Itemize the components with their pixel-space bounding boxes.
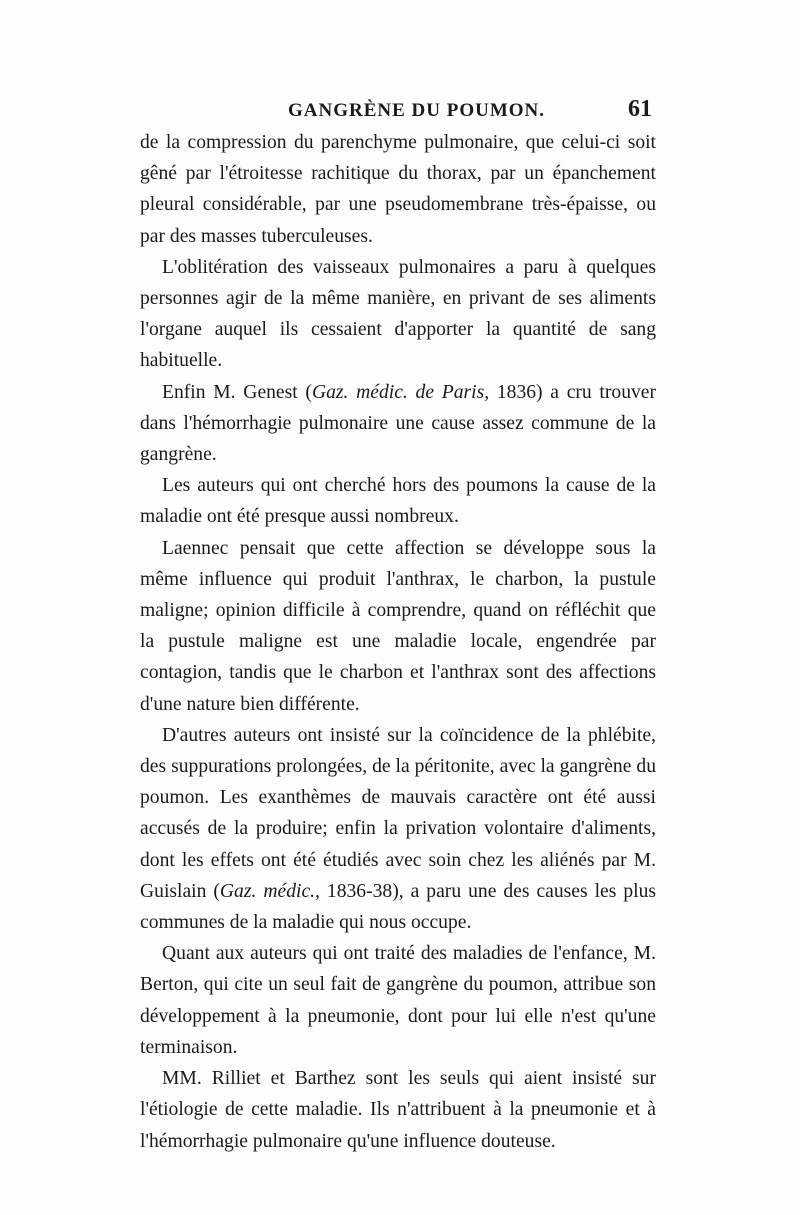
paragraph [140, 252, 656, 377]
paragraph-text: Laennec pensait que cette affection se développe sous la même influence qui produit l'anthrax, le charbon, la pustule maligne; opinion difficile à comprendre, quand on réfléchit que la pustule maligne est une maladie locale, engendrée par contagion, tandis que le charbon et l'anthrax sont des affections d'une nature bien différente. [140, 537, 656, 715]
paragraph-text: D'autres auteurs ont insisté sur la coïncidence de la phlébite, des suppurations prolongées, de la péritonite, avec la gangrène du poumon. Les exanthèmes de mauvais caractère ont été aussi accusés de la produire; enfin la privation volontaire d'aliments, dont les effets ont été étudiés avec soin chez les aliénés par M. Guislain ( [140, 724, 656, 902]
paragraph-text: Quant aux auteurs qui ont traité des maladies de l'enfance, M. Berton, qui cite un seul fait de gangrène du poumon, attribue son développement à la pneumonie, dont pour lui elle n'est qu'une terminaison. [140, 943, 656, 1058]
paragraph [140, 938, 656, 1063]
body-text [140, 127, 656, 1157]
paragraph-text: Les auteurs qui ont cherché hors des poumons la cause de la maladie ont été presque aussi nombreux. [140, 475, 656, 528]
citation: Gaz. médic. de Paris, [311, 381, 490, 403]
paragraph [140, 470, 656, 532]
running-title: GANGRÈNE DU POUMON. [288, 100, 546, 121]
citation: Gaz. médic., [219, 880, 320, 902]
page-header [140, 94, 660, 126]
paragraph [140, 377, 656, 471]
paragraph-text: L'oblitération des vaisseaux pulmonaires a paru à quelques personnes agir de la même manière, en privant de ses aliments l'organe auquel ils cessaient d'apporter la quantité de sang habituelle. [140, 256, 656, 372]
page-number: 61 [628, 96, 652, 122]
paragraph-text: Enfin M. Genest ( [162, 381, 312, 403]
paragraph [140, 720, 656, 938]
paragraph [140, 533, 656, 720]
paragraph [140, 127, 656, 252]
paragraph [140, 1063, 656, 1157]
paragraph-text: de la compression du parenchyme pulmonaire, que celui-ci soit gêné par l'étroitesse rachitique du thorax, par un épanchement pleural considérable, par une pseudomembrane très-épaisse, ou par des masses tuberculeuses. [140, 132, 656, 247]
paragraph-text: 1836-38), a paru une des causes les plus communes de la maladie qui nous occupe. [140, 880, 656, 934]
paragraph-text: 1836) a cru trouver dans l'hémorrhagie pulmonaire une cause assez commune de la gangrène. [140, 381, 657, 466]
paragraph-text: MM. Rilliet et Barthez sont les seuls qui aient insisté sur l'étiologie de cette maladie. Ils n'attribuent à la pneumonie et à l'hémorrhagie pulmonaire qu'une influence douteuse. [140, 1068, 656, 1152]
